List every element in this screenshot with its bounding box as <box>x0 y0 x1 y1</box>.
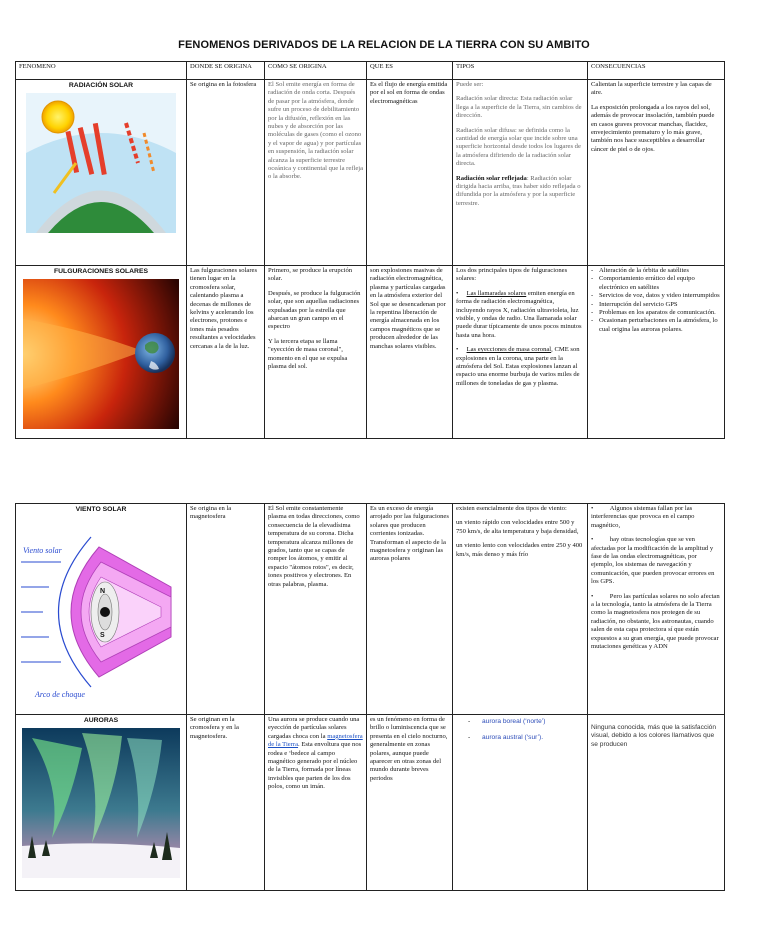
north-label: N <box>100 588 106 596</box>
tipos-llamaradas-text: emiten energía en forma de radiación electromagnética, incluyendo rayos X, radiación ultravioleta, luz visible, y ondas de radio. Una llamarada solar puede durar típicamente de unos pocos minutos hasta una hora. <box>456 289 582 339</box>
aurora-image <box>22 728 180 878</box>
consecuencia-item: La exposición prolongada a los rayos del sol, además de provocar insolación, también puede en casos graves provocar manchas, flacidez, envejecimiento prematuro y lo más grave, también nos hace susceptibles a desarrollar cáncer de piel o de ojos. <box>591 103 715 153</box>
table-row-auroras <box>16 715 725 891</box>
consecuencia-item: • Pero las partículas solares no solo afectan a la tecnología, tanto la atmósfera de la Tierra como la magnetosfera nos protegen de su radiación, no obstante, los astronautas, cuando salen de esta capa protectora sí que están expuestos a su gran energía, que puede provocar mutaciones genéticas y ADN <box>591 592 720 651</box>
cell-fenomeno-fulguraciones <box>16 266 187 439</box>
cell-fenomeno-viento <box>16 504 187 715</box>
tipos-eyecciones-label: Las eyecciones de masa coronal <box>466 346 552 354</box>
tipos-eyecciones: • Las eyecciones de masa coronal, CME son explosiones en la corona, una parte en la atmósfera del Sol. Estas explosiones lanzan al espacio una enorme burbuja de varios miles de millones de toneladas de gas y plasma. <box>456 346 580 387</box>
cell-que-viento: Es un exceso de energía arrojado por las fulguraciones solares que producen corrientes ionizadas. Transforman el aspecto de la magnetosfera y originan las auroras polares <box>367 504 453 715</box>
consecuencia-text: Algunos sistemas fallan por las interferencias que provoca en el campo magnético, <box>591 505 695 529</box>
solar-wind-diagram-image <box>21 517 181 703</box>
consecuencia-item: - Comportamiento errático del equipo electrónico en satélites <box>591 275 721 292</box>
tipo-boreal-text: aurora boreal (‘norte’) <box>482 718 546 725</box>
como-text: Una aurora se produce cuando una eyección de partículas solares cargadas choca con la <box>268 716 360 740</box>
solar-flare-image <box>23 279 179 429</box>
header-consecuencias: CONSECUENCIAS <box>588 62 725 80</box>
consecuencia-item: - Alteración de la órbita de satélites <box>591 267 721 275</box>
consecuencia-item: - Problemas en los aparatos de comunicación. <box>591 309 721 317</box>
magnetosphere-link[interactable]: magnetosfera de la Tierra <box>268 732 363 749</box>
header-que: QUE ES <box>367 62 453 80</box>
phenomena-table-bottom <box>15 503 725 891</box>
cell-tipos-radiacion <box>453 80 588 266</box>
consecuencia-text: Ninguna conocida, más que la satisfacción visual, debido a los colores llamativos que se producen <box>591 724 716 748</box>
cell-donde-viento: Se origina en la magnetosfera <box>187 504 265 715</box>
tipos-eyecciones-text: , CME son explosiones en la corona, una parte en la atmósfera del Sol. Estas explosiones lanzan al espacio una enorme burbuja de varios miles de millones de toneladas de gas y plasma. <box>456 346 580 387</box>
consecuencia-text: hay otras tecnologías que se ven afectadas por la modificación de la amplitud y fase de las ondas electromagnéticas, por ejemplo, los sistemas de navegación y comunicación, que pueden provocar errores en los GPS. <box>591 536 715 586</box>
header-como: COMO SE ORIGINA <box>265 62 367 80</box>
tipos-llamaradas-label: Las llamaradas solares <box>466 289 527 297</box>
solar-wind-label: Viento solar <box>23 546 62 556</box>
como-paso: Y la tercera etapa se llama "eyección de masa coronal", momento en el que se expulsa plasma del sol. <box>268 337 348 371</box>
cell-consecuencias-viento <box>588 504 725 715</box>
fenomeno-label: RADIACIÓN SOLAR <box>68 82 134 89</box>
south-label: S <box>100 632 105 640</box>
header-donde: DONDE SE ORIGINA <box>187 62 265 80</box>
como-paso: Después, se produce la fulguración solar, que son aquellas radiaciones expulsadas por la estrella que abarcan un gran campo en el espectro <box>268 289 361 331</box>
cell-fenomeno-radiacion <box>16 80 187 266</box>
consecuencia-item: - Interrupción del servicio GPS <box>591 301 721 309</box>
cell-consecuencias-auroras <box>588 715 725 891</box>
fenomeno-label: AURORAS <box>83 717 119 724</box>
table-row-viento <box>16 504 725 715</box>
tipos-reflejada-label: Radiación solar reflejada <box>456 174 527 182</box>
consecuencia-item: - Servicios de voz, datos y video interrumpidos <box>591 292 721 300</box>
header-fenomeno: FENOMENO <box>16 62 187 80</box>
tipo-boreal: - aurora boreal (‘norte’) <box>468 718 546 725</box>
cell-que-radiacion: Es el flujo de energía emitida por el sol en forma de ondas electromagnéticas <box>367 80 453 266</box>
cell-como-auroras <box>265 715 367 891</box>
cell-tipos-auroras <box>453 715 588 891</box>
tipos-intro: existen esencialmente dos tipos de viento: <box>456 505 567 512</box>
cell-como-fulguraciones <box>265 266 367 439</box>
page-title: FENOMENOS DERIVADOS DE LA RELACION DE LA TIERRA CON SU AMBITO <box>178 39 590 51</box>
cell-tipos-fulguraciones <box>453 266 588 439</box>
tipo-austral-text: aurora austral (‘sur’). <box>482 734 544 742</box>
consecuencia-item: - Ocasionan perturbaciones en la atmósfera, lo cual origina las auroras polares. <box>591 317 721 334</box>
consecuencia-item: Calientan la superficie terrestre y las capas de aire. <box>591 81 712 97</box>
tipos-reflejada-text: : Radiación solar dirigida hacia arriba, tras haber sido reflejada o difundida por la atmósfera y por la superficie terrestre. <box>456 174 581 207</box>
shock-arc-label: Arco de choque <box>35 690 85 700</box>
cell-que-auroras: es un fenómeno en forma de brillo o luminiscencia que se presenta en el cielo nocturno, generalmente en zonas polares, aunque puede aparecer en otras zonas del mundo durante breves periodos <box>367 715 453 891</box>
cell-como-viento: El Sol emite constantemente plasma en todas direcciones, como consecuencia de la elevadísima temperatura de su corona. Dicha temperatura alcanza millones de grados, tanto que se capas de romper los átomos, y emitir al espacio "átomos rotos", es decir, iones positivos y electrones. En otras palabras, plasma. <box>265 504 367 715</box>
tipo-austral: - aurora austral (‘sur’). <box>468 734 544 742</box>
tipos-intro: Los dos principales tipos de fulguraciones solares: <box>456 267 568 283</box>
tipos-directa: Radiación solar directa: Esta radiación solar llega a la superficie de la Tierra, sin cambios de dirección. <box>456 95 582 120</box>
cell-que-fulguraciones: son explosiones masivas de radiación electromagnética, plasma y partículas cargadas en la atmósfera exterior del Sol que se desencadenan por la repentina liberación de energía almacenada en los campos magnéticos que se producen alrededor de las manchas solares visibles. <box>367 266 453 439</box>
cell-donde-fulguraciones: Las fulguraciones solares tienen lugar en la cromosfera solar, calentando plasma a decenas de millones de kelvins y acelerando los electrones, protones e iones más pesados resultantes a velocidades cercanas a la de la luz. <box>187 266 265 439</box>
como-text-post: . Esta envoltura que nos rodea e ‘bedece al campo magnético generado por el núcleo de la Tierra, formada por líneas invisibles que parten de los dos polos, como un imán. <box>268 741 362 791</box>
consecuencia-item: • hay otras tecnologías que se ven afectadas por la modificación de la amplitud y fase de las ondas electromagnéticas, por ejemplo, los sistemas de navegación y comunicación, que pueden provocar errores en los GPS. <box>591 536 715 586</box>
cell-como-radiacion: El Sol emite energía en forma de radiación de onda corta. Después de pasar por la atmósfera, donde sufre un proceso de debilitamiento por la difusión, reflexión en las nubes y de absorción por las moléculas de gases (como el ozono y el vapor de agua) y por partículas en suspensión, la radiación solar alcanza la superficie terrestre oceánica y continental que la refleja o la absorbe. <box>265 80 367 266</box>
tipos-lento: un viento lento con velocidades entre 250 y 400 km/s, más denso y más frío <box>456 542 583 558</box>
tipos-difusa: Radiación solar difusa: se definida como la cantidad de energía solar que incide sobre una superficie horizontal desde todos los lugares de la atmósfera difiriendo de la radiación solar directa. <box>456 126 581 168</box>
header-tipos: TIPOS <box>453 62 588 80</box>
table-row-fulguraciones <box>16 266 725 439</box>
tipos-reflejada <box>456 175 584 209</box>
fenomeno-label: FULGURACIONES SOLARES <box>53 268 149 275</box>
como-paso: Primero, se produce la erupción solar. <box>268 267 353 283</box>
cell-fenomeno-auroras <box>16 715 187 891</box>
table-row-radiacion <box>16 80 725 266</box>
header-row <box>16 62 725 80</box>
tipos-llamaradas: • Las llamaradas solares emiten energía en forma de radiación electromagnética, incluyendo rayos X, radiación ultravioleta, luz visible, y ondas de radio. Una llamarada solar puede durar típicamente de unos pocos minutos hasta una hora. <box>456 289 582 339</box>
tipos-rapido: un viento rápido con velocidades entre 500 y 750 km/s, de alta temperatura y baja densidad, <box>456 519 579 535</box>
cell-donde-radiacion: Se origina en la fotosfera <box>187 80 265 266</box>
phenomena-table-top <box>15 61 725 439</box>
radiation-diagram-image <box>26 93 176 233</box>
consecuencia-item: • Algunos sistemas fallan por las interferencias que provoca en el campo magnético, <box>591 505 695 529</box>
cell-consecuencias-fulguraciones <box>588 266 725 439</box>
fenomeno-label: VIENTO SOLAR <box>75 506 127 513</box>
cell-tipos-viento <box>453 504 588 715</box>
tipos-intro: Puede ser: <box>456 81 484 88</box>
cell-donde-auroras: Se originan en la cromosfera y en la magnetosfera. <box>187 715 265 891</box>
cell-consecuencias-radiacion <box>588 80 725 266</box>
consecuencia-text: Pero las partículas solares no solo afectan a la tecnología, tanto la atmósfera de la Tierra como la magnetosfera nos protegen de su radiación, no obstante, los astronautas, cuando salen de esta capa protectora sí que están expuestos a su gran energía, que puede provocar mutaciones genéticas y ADN <box>591 592 720 651</box>
